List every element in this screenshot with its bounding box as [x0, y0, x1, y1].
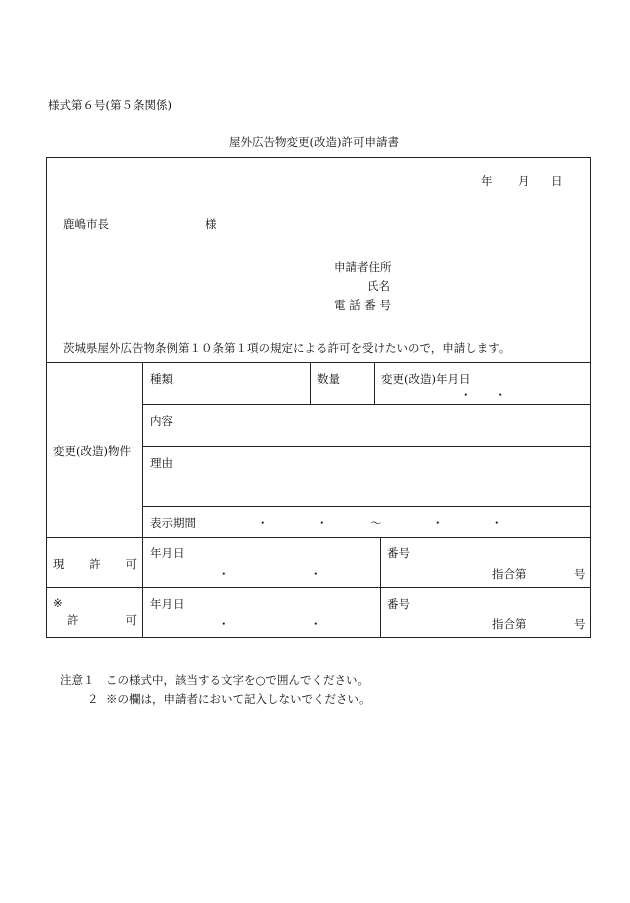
divider — [142, 362, 143, 638]
type-label: 種類 — [150, 372, 173, 386]
applicant-name-label: 氏名 — [367, 279, 390, 293]
current-permit-date-dots: ・ ・ — [218, 567, 322, 581]
permit-header: 許 可 — [67, 613, 137, 627]
divider — [143, 404, 591, 405]
reason-label: 理由 — [150, 456, 173, 470]
date-month: 月 — [518, 174, 530, 188]
divider — [46, 537, 591, 538]
note-2: ※の欄は，申請者において記入しないでください。 — [106, 692, 371, 706]
current-permit-directive-suffix: 号 — [574, 567, 586, 581]
note-2-number: ２ — [87, 692, 99, 706]
change-date-label: 変更(改造)年月日 — [381, 372, 471, 386]
period-tilde: ～ — [370, 516, 382, 530]
period-end-dot-1: ・ — [432, 516, 444, 530]
notes-label: 注意１ — [60, 673, 95, 687]
current-permit-header: 現 許 可 — [53, 557, 137, 571]
permit-date-label: 年月日 — [150, 597, 185, 611]
form-number: 様式第６号(第５条関係) — [48, 98, 172, 112]
note-1: この様式中，該当する文字を○で囲んでください。 — [106, 673, 370, 687]
permit-directive-suffix: 号 — [574, 617, 586, 631]
addressee-honorific: 様 — [205, 217, 217, 231]
divider — [46, 362, 591, 363]
current-permit-number-label: 番号 — [387, 546, 410, 560]
current-permit-directive-prefix: 指合第 — [492, 567, 527, 581]
form-title: 屋外広告物変更(改造)許可申請書 — [229, 135, 399, 149]
display-period-label: 表示期間 — [150, 516, 196, 530]
period-start-dot-1: ・ — [257, 516, 269, 530]
divider — [143, 446, 591, 447]
change-item-header: 変更(改造)物件 — [53, 444, 131, 458]
divider — [143, 506, 591, 507]
divider — [310, 362, 311, 404]
quantity-label: 数量 — [317, 372, 340, 386]
office-use-mark: ※ — [53, 596, 63, 610]
applicant-address-label: 申請者住所 — [334, 260, 392, 274]
period-end-dot-2: ・ — [491, 516, 503, 530]
content-label: 内容 — [150, 414, 173, 428]
period-start-dot-2: ・ — [316, 516, 328, 530]
date-day: 日 — [551, 174, 563, 188]
applicant-phone-label: 電 話 番 号 — [334, 298, 391, 312]
change-date-dots: ・ ・ — [460, 388, 506, 402]
divider — [380, 537, 381, 638]
permit-number-label: 番号 — [387, 597, 410, 611]
date-year: 年 — [481, 174, 493, 188]
current-permit-date-label: 年月日 — [150, 546, 185, 560]
divider — [374, 362, 375, 404]
addressee-name: 鹿嶋市長 — [63, 217, 109, 231]
divider — [46, 587, 591, 588]
permit-directive-prefix: 指合第 — [492, 617, 527, 631]
application-statement: 茨城県屋外広告物条例第１０条第１項の規定による許可を受けたいので，申請します。 — [63, 341, 511, 355]
permit-date-dots: ・ ・ — [218, 617, 322, 631]
